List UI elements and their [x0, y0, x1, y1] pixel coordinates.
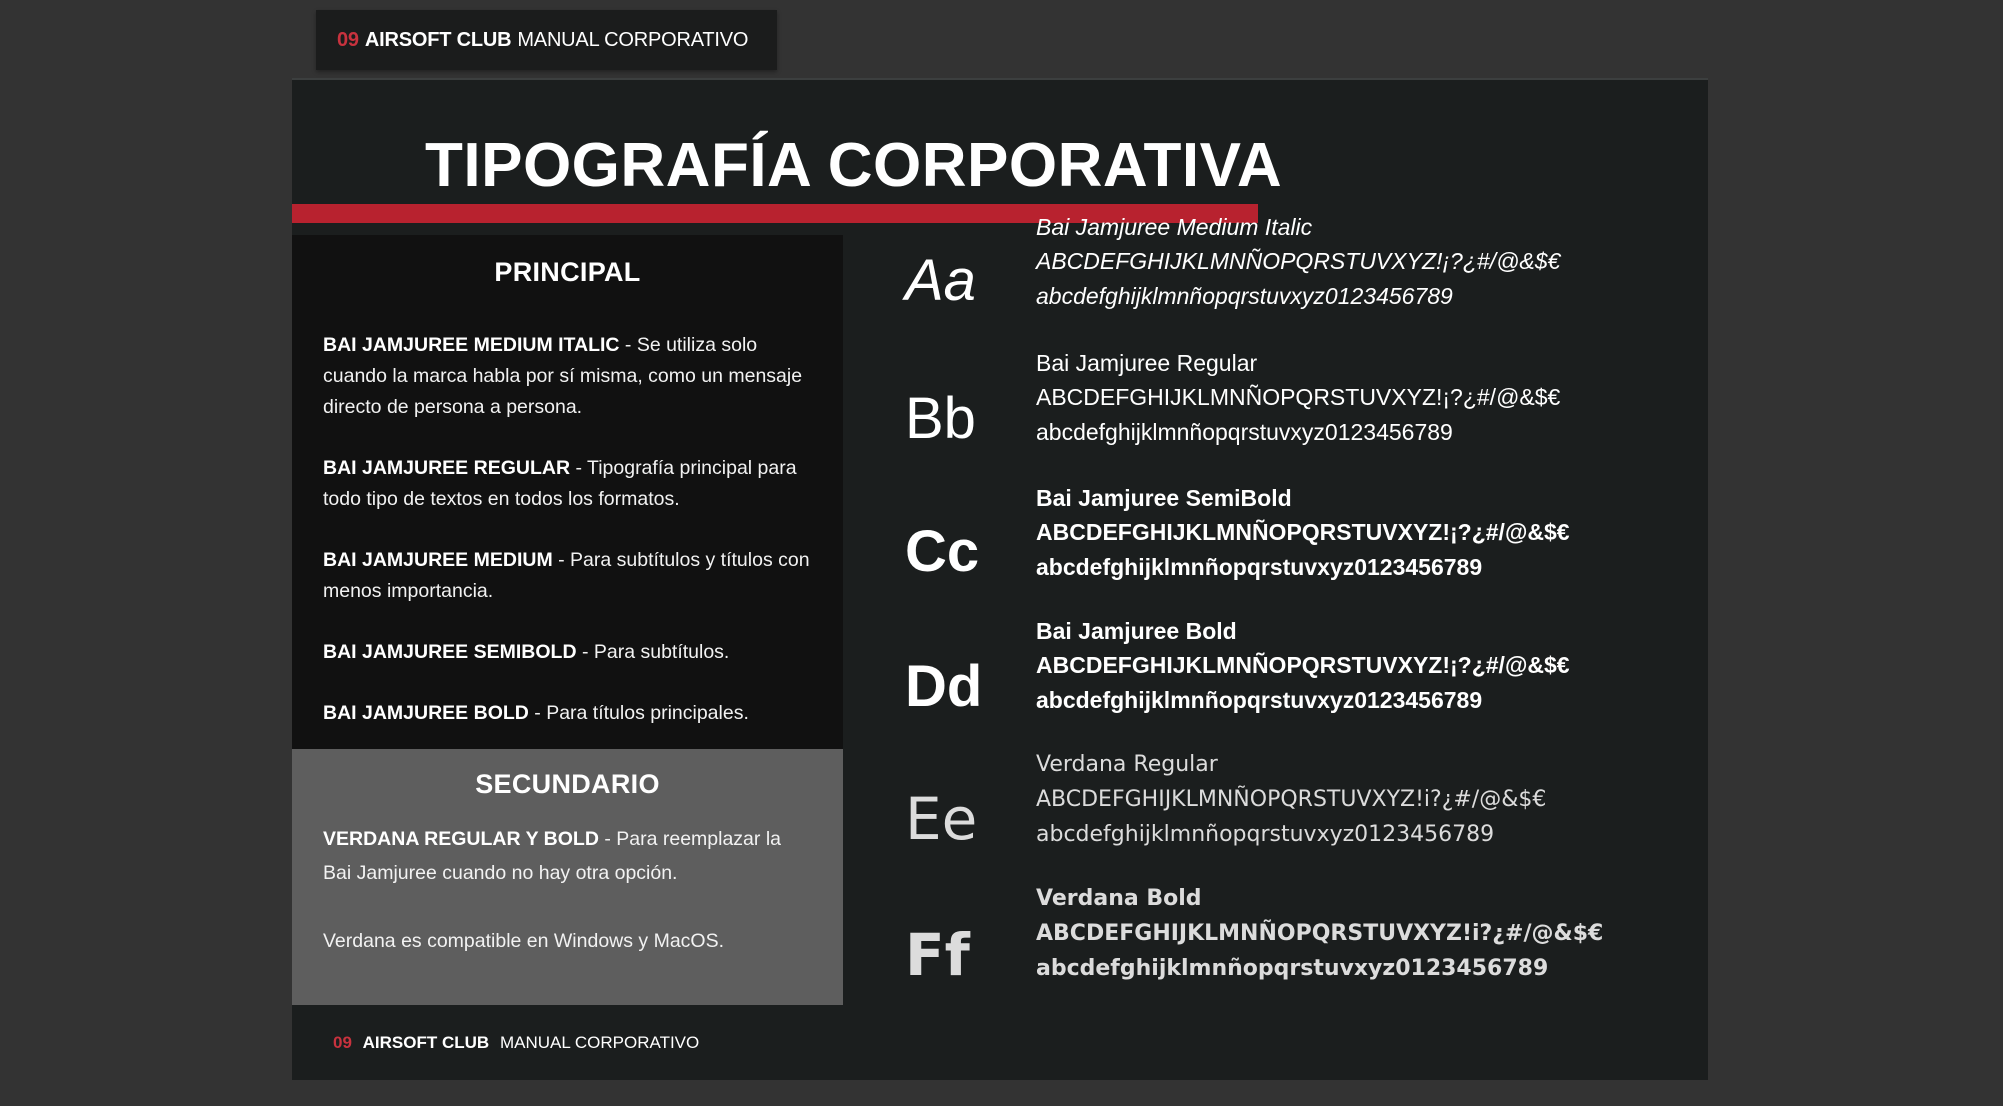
specimen-glyph: Ff [905, 921, 970, 989]
font-name: BAI JAMJUREE BOLD [323, 702, 529, 724]
specimen-lowercase: abcdefghijklmnñopqrstuvxyz0123456789 [1036, 419, 1453, 445]
font-description [323, 698, 812, 729]
specimen-name: Verdana Regular [1036, 752, 1218, 777]
specimen-name: Bai Jamjuree SemiBold [1036, 485, 1292, 511]
footer-brand-name: AIRSOFT CLUB [362, 1033, 490, 1052]
specimen-uppercase: ABCDEFGHIJKLMNÑOPQRSTUVXYZ!¡?¿#/@&$€ [1036, 652, 1570, 678]
specimen-name: Bai Jamjuree Medium Italic [1036, 214, 1313, 240]
font-description [323, 545, 812, 607]
font-usage: - Para subtítulos y títulos con menos importancia. [323, 549, 810, 602]
specimen-uppercase: ABCDEFGHIJKLMNÑOPQRSTUVXYZ!¡?¿#/@&$€ [1036, 519, 1570, 545]
specimen-info [1036, 614, 1570, 718]
specimen-semibold [905, 481, 1685, 611]
specimen-lowercase: abcdefghijklmnñopqrstuvxyz0123456789 [1036, 687, 1483, 713]
slide [292, 78, 1708, 1080]
font-usage: - Se utiliza solo cuando la marca habla por sí misma, como un mensaje directo de persona a persona. [323, 334, 803, 418]
page-number: 09 [337, 28, 359, 51]
specimen-lowercase: abcdefghijklmnñopqrstuvxyz0123456789 [1036, 283, 1453, 309]
font-name: BAI JAMJUREE SEMIBOLD [323, 641, 577, 663]
footer-page-number: 09 [333, 1033, 352, 1052]
font-description [323, 330, 812, 423]
specimen-medium-italic [905, 210, 1685, 340]
font-name: VERDANA REGULAR Y BOLD [323, 828, 599, 850]
font-usage: - Para títulos principales. [528, 702, 749, 724]
specimen-uppercase: ABCDEFGHIJKLMNÑOPQRSTUVXYZ!i?¿#/@&$€ [1036, 787, 1547, 812]
specimen-uppercase: ABCDEFGHIJKLMNÑOPQRSTUVXYZ!i?¿#/@&$€ [1036, 921, 1604, 946]
specimen-uppercase: ABCDEFGHIJKLMNÑOPQRSTUVXYZ!¡?¿#/@&$€ [1036, 384, 1561, 410]
specimen-lowercase: abcdefghijklmnñopqrstuvxyz0123456789 [1036, 822, 1495, 847]
specimen-lowercase: abcdefghijklmnñopqrstuvxyz0123456789 [1036, 956, 1549, 981]
slide-footer [333, 1033, 699, 1053]
specimen-glyph: Bb [905, 386, 976, 451]
font-description [323, 822, 812, 890]
secundario-title: SECUNDARIO [475, 769, 660, 799]
font-name: BAI JAMJUREE REGULAR [323, 457, 571, 479]
principal-title: PRINCIPAL [494, 257, 641, 287]
specimen-glyph: Ee [905, 785, 978, 853]
specimen-info [1036, 210, 1560, 314]
specimen-glyph: Dd [905, 654, 983, 719]
font-description [323, 453, 812, 515]
brand-name: AIRSOFT CLUB [364, 28, 512, 51]
specimen-verdana-bold [905, 882, 1685, 1012]
font-usage: - Tipografía principal para todo tipo de textos en todos los formatos. [323, 457, 797, 510]
specimen-info [1036, 748, 1546, 852]
specimen-name: Verdana Bold [1036, 886, 1202, 911]
principal-panel [292, 235, 843, 749]
page-header-tab [316, 10, 777, 70]
footer-document-name: MANUAL CORPORATIVO [499, 1033, 700, 1052]
font-usage: - Para reemplazar la Bai Jamjuree cuando no hay otra opción. [323, 828, 781, 884]
font-description [323, 637, 812, 668]
specimen-uppercase: ABCDEFGHIJKLMNÑOPQRSTUVXYZ!¡?¿#/@&$€ [1036, 248, 1561, 274]
specimen-lowercase: abcdefghijklmnñopqrstuvxyz0123456789 [1036, 554, 1483, 580]
specimen-info [1036, 882, 1603, 986]
font-name: BAI JAMJUREE MEDIUM ITALIC [323, 334, 620, 356]
specimen-info [1036, 481, 1570, 585]
font-usage: - Para subtítulos. [576, 641, 730, 663]
compatibility-note: Verdana es compatible en Windows y MacOS. [323, 930, 725, 952]
specimen-verdana-regular [905, 748, 1685, 878]
secundario-panel [292, 749, 843, 1005]
specimen-glyph: Aa [905, 248, 976, 313]
specimen-name: Bai Jamjuree Regular [1036, 350, 1258, 376]
specimen-info [1036, 346, 1560, 450]
specimen-bold [905, 614, 1685, 744]
specimen-name: Bai Jamjuree Bold [1036, 618, 1237, 644]
specimen-regular [905, 346, 1685, 476]
document-name: MANUAL CORPORATIVO [517, 28, 749, 51]
specimen-glyph: Cc [905, 519, 980, 584]
font-name: BAI JAMJUREE MEDIUM [323, 549, 553, 571]
page-title: TIPOGRAFÍA CORPORATIVA [425, 131, 1283, 200]
